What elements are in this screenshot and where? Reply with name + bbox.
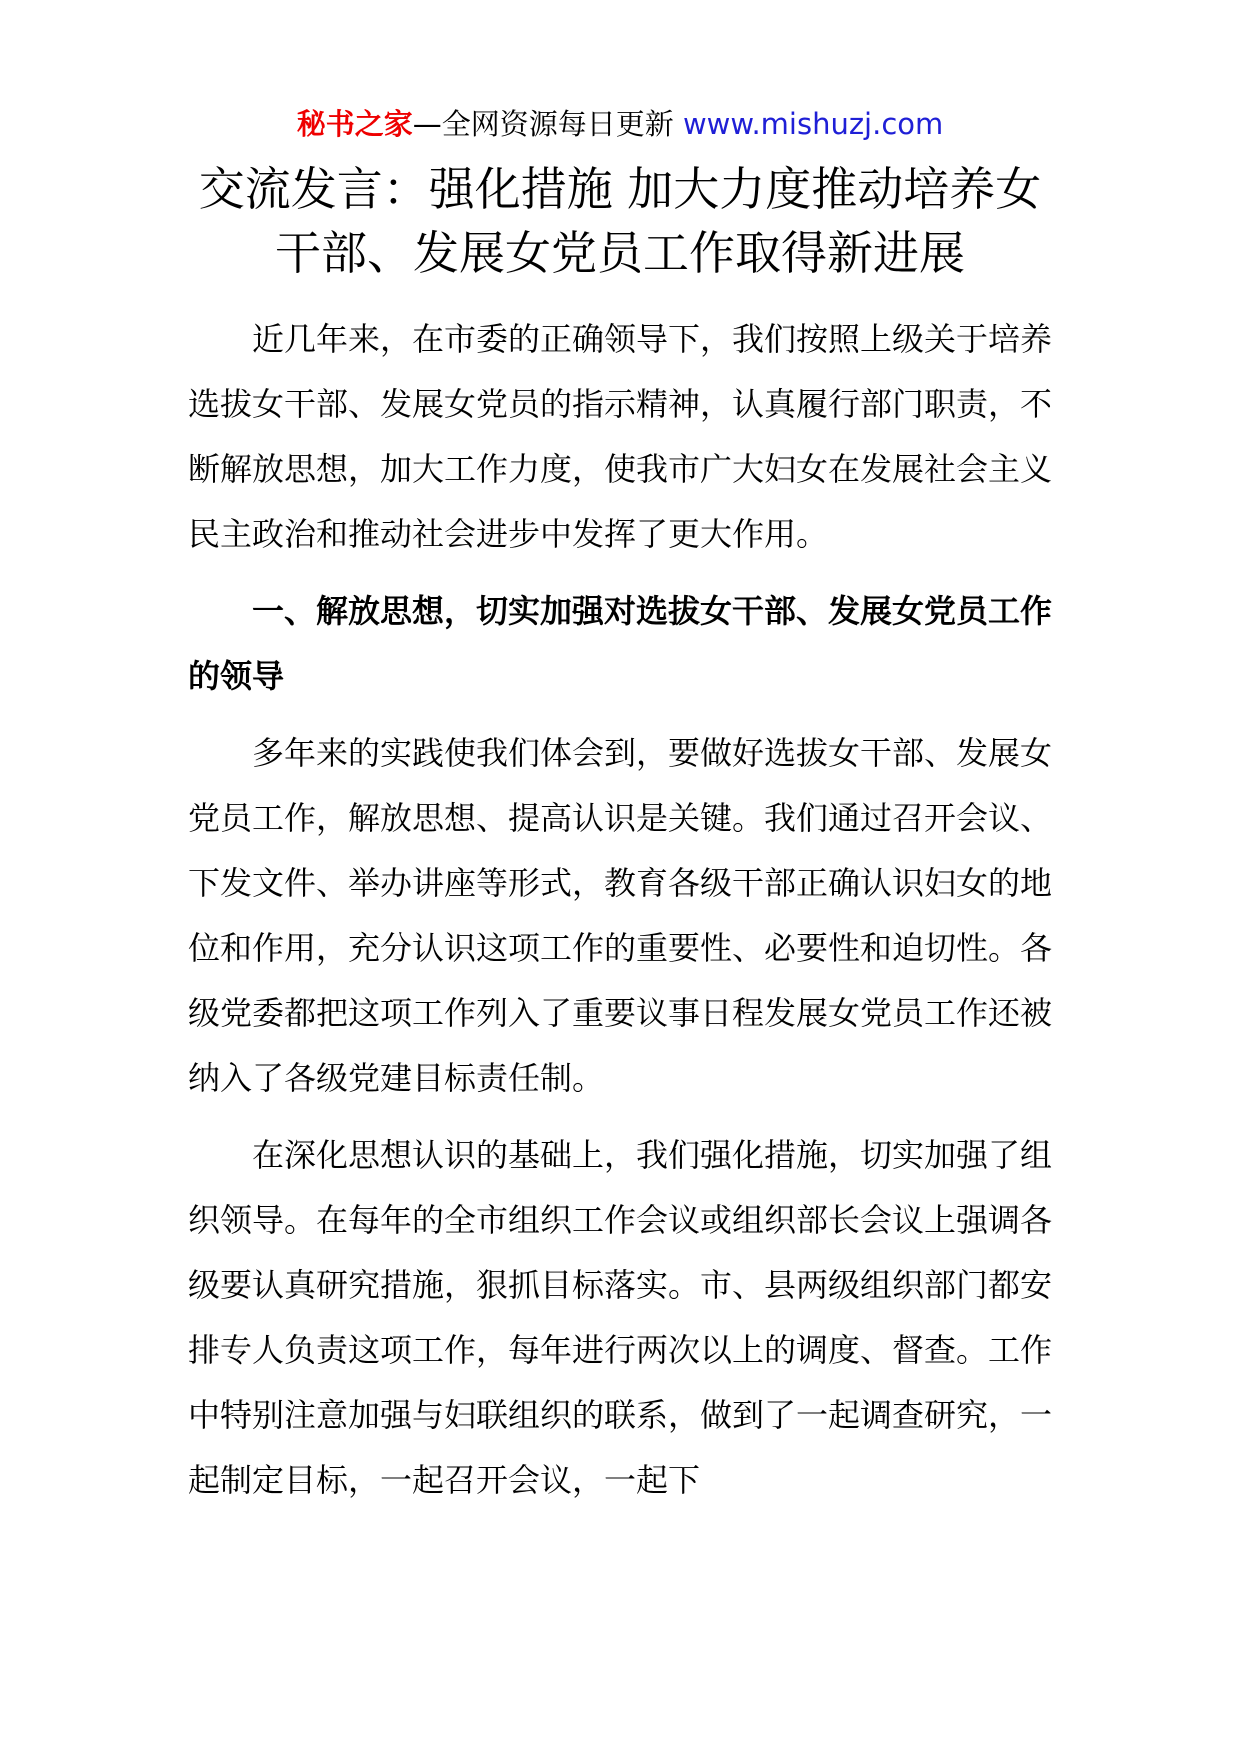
paragraph-practice: 多年来的实践使我们体会到，要做好选拔女干部、发展女党员工作，解放思想、提高认识是关键。我们通过召开会议、下发文件、举办讲座等形式，教育各级干部正确认识妇女的地位和作用，充分认识这项工作的重要性、必要性和迫切性。各级党委都把这项工作列入了重要议事日程发展女党员工作还被纳入了各级党建目标责任制。 xyxy=(188,734,1053,1097)
document-title-line-1: 交流发言：强化措施 加大力度推动培养女 xyxy=(198,162,1042,216)
document-title-line-2: 干部、发展女党员工作取得新进展 xyxy=(275,226,965,280)
site-url-link[interactable]: www.mishuzj.com xyxy=(682,107,944,141)
site-header xyxy=(188,95,1052,153)
document-title xyxy=(188,157,1052,285)
site-brand: 秘书之家 xyxy=(296,107,413,141)
paragraph-organization: 在深化思想认识的基础上，我们强化措施，切实加强了组织领导。在每年的全市组织工作会议或组织部长会议上强调各级要认真研究措施，狠抓目标落实。市、县两级组织部门都安排专人负责这项工作，每年进行两次以上的调度、督查。工作中特别注意加强与妇联组织的联系，做到了一起调查研究，一起制定目标，一起召开会议，一起下 xyxy=(188,1136,1053,1499)
document-page xyxy=(188,95,1052,1513)
paragraph-intro: 近几年来，在市委的正确领导下，我们按照上级关于培养选拔女干部、发展女党员的指示精神，认真履行部门职责，不断解放思想，加大工作力度，使我市广大妇女在发展社会主义民主政治和推动社会进步中发挥了更大作用。 xyxy=(188,320,1053,553)
section-heading-1: 一、解放思想，切实加强对选拔女干部、发展女党员工作的领导 xyxy=(188,592,1053,695)
site-slogan: —全网资源每日更新 xyxy=(412,107,674,141)
